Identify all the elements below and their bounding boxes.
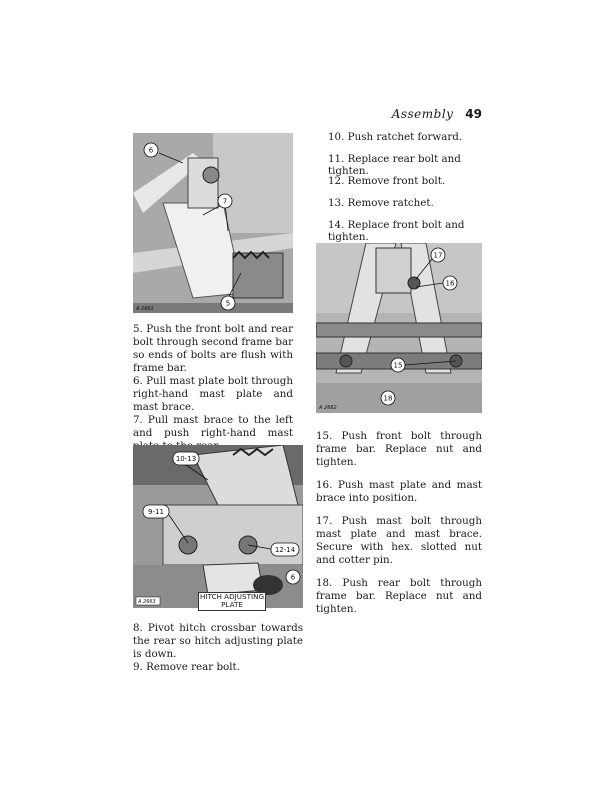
svg-text:6: 6 <box>290 573 296 582</box>
figure-2-callout-16 <box>443 276 457 290</box>
step-8-text: 8. Pivot hitch crossbar towards the rear so hitch adjusting plate is down. <box>133 622 303 660</box>
step-11-text: 11. Replace rear bolt and tighten. <box>328 153 461 177</box>
figure-3-photo <box>133 445 303 608</box>
svg-text:16: 16 <box>445 279 455 288</box>
figure-2-id: A 2662 <box>319 405 337 411</box>
step-7-text: 7. Pull mast brace to the left and push right-hand mast <box>133 414 293 439</box>
hitch-adjusting-plate-label <box>198 592 266 611</box>
step-6-text: 6. Pull mast plate bolt through right-hand mast plate and mast brace. <box>133 375 293 413</box>
step-16-text: 16. Push mast plate and mast brace into position. <box>316 479 482 504</box>
figure-2-callout-15 <box>391 358 405 372</box>
page-header <box>330 107 482 121</box>
page-number: 49 <box>465 107 482 121</box>
svg-text:12-14: 12-14 <box>274 546 296 554</box>
svg-text:15: 15 <box>393 361 403 370</box>
step-15-text: 15. Push front bolt through frame bar. Replace nut and tighten. <box>316 430 482 468</box>
step-13-text: 13. Remove ratchet. <box>328 197 434 209</box>
svg-text:9-11: 9-11 <box>148 508 164 516</box>
figure-3-id: A 2663 <box>138 599 156 605</box>
step-12-text: 12. Remove front bolt. <box>328 175 446 187</box>
section-title: Assembly <box>391 107 454 121</box>
figure-3-callout-10-13 <box>173 452 199 465</box>
figure-3-illustration <box>133 445 303 608</box>
figure-1-id: A 2661 <box>136 306 154 312</box>
svg-text:7: 7 <box>222 197 228 206</box>
figure-1-photo <box>133 133 293 313</box>
figure-1-callout-7 <box>218 194 232 208</box>
left-column-text-top <box>133 323 293 453</box>
step-9-text: 9. Remove rear bolt. <box>133 661 240 673</box>
step-18-text: 18. Push rear bolt through frame bar. Replace nut and tighten. <box>316 577 482 615</box>
steps-10-14-list <box>328 131 488 241</box>
svg-text:17: 17 <box>433 251 443 260</box>
step-17-text: 17. Push mast bolt through mast plate and mast brace. Secure with hex. slotted nut and cotter pin. <box>316 515 482 566</box>
figure-2-callout-18 <box>381 391 395 405</box>
step-10-text: 10. Push ratchet forward. <box>328 131 463 143</box>
svg-text:18: 18 <box>383 394 393 403</box>
right-column-text <box>316 430 482 616</box>
figure-1-callout-5 <box>221 296 235 310</box>
plate-label-line-1: HITCH ADJUSTING <box>199 592 265 601</box>
plate-label-line-2: PLATE <box>221 600 243 609</box>
step-14-text: 14. Replace front bolt and tighten. <box>328 219 465 243</box>
figure-2-callout-17 <box>431 248 445 262</box>
figure-3-callout-12-14 <box>271 543 299 556</box>
svg-text:6: 6 <box>148 146 154 155</box>
svg-text:10-13: 10-13 <box>175 455 197 463</box>
figure-3-callout-9-11 <box>143 505 169 518</box>
figure-2-illustration <box>316 243 482 413</box>
figure-1-callout-6 <box>144 143 158 157</box>
svg-text:5: 5 <box>225 299 231 308</box>
figure-2-photo <box>316 243 482 413</box>
figure-3-callout-6 <box>286 570 300 584</box>
left-column-text-bottom <box>133 622 303 674</box>
step-5-text: 5. Push the front bolt and rear bolt through second frame bar so ends of bolts are flush with frame bar. <box>133 323 294 374</box>
figure-1-illustration <box>133 133 293 313</box>
